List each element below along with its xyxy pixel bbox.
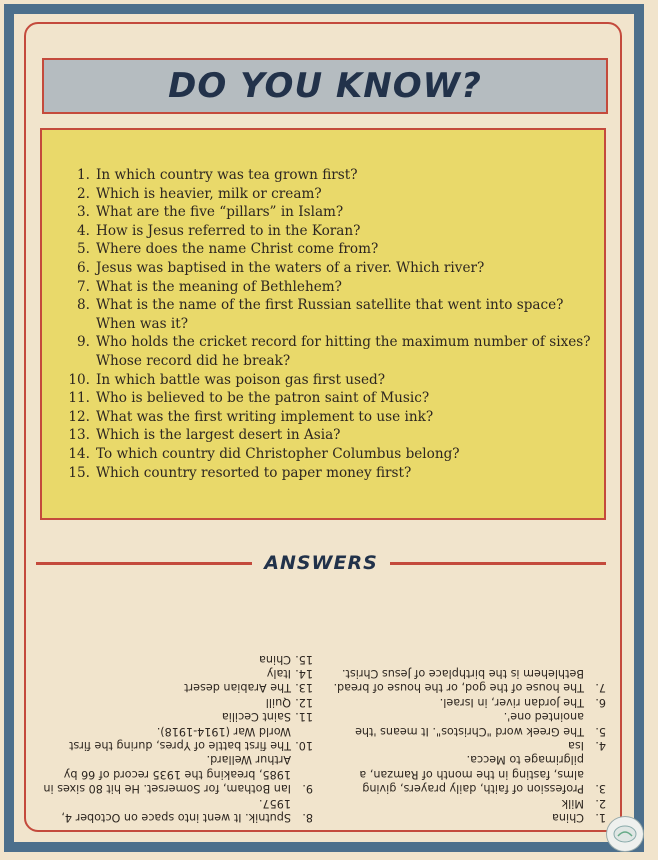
question-number: 14. bbox=[68, 445, 90, 462]
answer-number: 5. bbox=[595, 724, 606, 738]
answer-text: Isa bbox=[568, 738, 584, 752]
question-text: Which country resorted to paper money first? bbox=[96, 464, 412, 481]
question-item bbox=[64, 464, 594, 483]
questions-list bbox=[64, 166, 594, 482]
question-number: 7. bbox=[77, 278, 90, 295]
question-number: 8. bbox=[77, 297, 90, 314]
answer-item bbox=[40, 666, 313, 680]
answer-number: 3. bbox=[595, 782, 606, 796]
question-text: Jesus was baptised in the waters of a river. Which river? bbox=[96, 259, 485, 276]
question-text: In which country was tea grown first? bbox=[96, 167, 358, 183]
answer-number: 4. bbox=[595, 738, 606, 752]
question-text: Which is the largest desert in Asia? bbox=[96, 427, 341, 444]
question-text: How is Jesus referred to in the Koran? bbox=[96, 222, 361, 239]
answer-item bbox=[40, 723, 313, 752]
answer-number: 14. bbox=[295, 666, 313, 680]
answer-number: 7. bbox=[595, 681, 606, 695]
question-text: Who holds the cricket record for hitting the maximum number of sixes? Whose record did he break? bbox=[96, 334, 591, 369]
question-number: 9. bbox=[77, 334, 90, 351]
answer-text: The house of the god, or the house of bread. Bethlehem is the birthplace of Jesus Christ. bbox=[333, 666, 584, 695]
question-number: 12. bbox=[68, 408, 90, 425]
question-text: What is the meaning of Bethlehem? bbox=[96, 278, 342, 295]
question-item bbox=[64, 240, 594, 259]
answer-text: The first battle of Ypres, during the first World War (1914-1918). bbox=[69, 724, 291, 752]
question-text: What are the five “pillars” in Islam? bbox=[96, 204, 344, 221]
question-item bbox=[64, 426, 594, 445]
question-item bbox=[64, 296, 594, 333]
question-number: 3. bbox=[77, 204, 90, 221]
answer-number: 15. bbox=[295, 652, 313, 666]
answer-text: Milk bbox=[561, 796, 584, 810]
question-text: What was the first writing implement to use ink? bbox=[96, 408, 434, 425]
answer-item bbox=[40, 694, 313, 708]
answer-text: Quill bbox=[265, 695, 291, 709]
answer-number: 13. bbox=[295, 681, 313, 695]
question-item bbox=[64, 166, 594, 185]
answers-upside-down bbox=[40, 588, 606, 824]
answers-title: ANSWERS bbox=[264, 552, 378, 574]
answer-text: The Arabian desert bbox=[184, 681, 291, 695]
question-number: 10. bbox=[68, 371, 90, 388]
answer-number: 1. bbox=[595, 811, 606, 824]
question-item bbox=[64, 203, 594, 222]
answer-text: Sputnik. It went into space on October 4, 1957. bbox=[61, 796, 291, 824]
answer-item bbox=[40, 752, 313, 795]
question-text: What is the name of the first Russian satellite that went into space? When was it? bbox=[96, 297, 564, 332]
question-item bbox=[64, 185, 594, 204]
answer-text: The Greek word "Christos". It means 'the anointed one'. bbox=[355, 710, 584, 738]
answer-number: 11. bbox=[295, 710, 313, 724]
question-number: 15. bbox=[68, 464, 90, 481]
answer-text: Profession of faith, daily prayers, giving alms, fasting in the month of Ramzan, a pilgrimage to Mecca. bbox=[359, 753, 584, 796]
answer-text: China bbox=[552, 811, 584, 824]
answer-item bbox=[40, 709, 313, 723]
question-item bbox=[64, 222, 594, 241]
answer-item bbox=[333, 810, 606, 824]
answer-number: 10. bbox=[295, 738, 313, 752]
answer-text: Ian Botham, for Somerset. He hit 80 sixes in 1985, breaking the 1935 record of 66 by Arthur Wellard. bbox=[43, 753, 291, 796]
answer-item bbox=[40, 680, 313, 694]
divider-right bbox=[390, 562, 606, 565]
answer-number: 8. bbox=[302, 811, 313, 824]
answer-text: China bbox=[259, 652, 291, 666]
question-text: In which battle was poison gas first used? bbox=[96, 371, 386, 388]
answer-number: 12. bbox=[295, 695, 313, 709]
stamp-logo-icon bbox=[606, 816, 644, 852]
question-number: 5. bbox=[77, 241, 90, 258]
answer-number: 2. bbox=[595, 796, 606, 810]
question-number: 6. bbox=[77, 259, 90, 276]
answer-item bbox=[40, 651, 313, 665]
answer-item bbox=[333, 752, 606, 795]
answer-text: Saint Cecilia bbox=[221, 710, 291, 724]
page-title: DO YOU KNOW? bbox=[168, 66, 482, 106]
question-item bbox=[64, 259, 594, 278]
question-item bbox=[64, 389, 594, 408]
question-number: 13. bbox=[68, 427, 90, 444]
question-item bbox=[64, 371, 594, 390]
answer-item bbox=[333, 738, 606, 752]
question-number: 1. bbox=[77, 167, 90, 183]
answer-text: The Jordan river, in Israel. bbox=[439, 695, 584, 709]
question-number: 11. bbox=[68, 390, 90, 407]
answers-column-left bbox=[333, 588, 606, 824]
answer-number: 6. bbox=[595, 695, 606, 709]
answer-number: 9. bbox=[302, 782, 313, 796]
question-item bbox=[64, 445, 594, 464]
question-number: 2. bbox=[77, 185, 90, 202]
answer-item bbox=[333, 795, 606, 809]
answer-item bbox=[333, 666, 606, 695]
answers-header bbox=[36, 548, 606, 578]
answers-column-right bbox=[40, 588, 313, 824]
question-text: Which is heavier, milk or cream? bbox=[96, 185, 322, 202]
title-banner bbox=[42, 58, 608, 114]
answer-text: Italy bbox=[266, 666, 291, 680]
question-item bbox=[64, 278, 594, 297]
question-text: Who is believed to be the patron saint of Music? bbox=[96, 390, 430, 407]
answer-item bbox=[40, 795, 313, 824]
answer-item bbox=[333, 709, 606, 738]
question-text: Where does the name Christ come from? bbox=[96, 241, 379, 258]
question-item bbox=[64, 408, 594, 427]
question-number: 4. bbox=[77, 222, 90, 239]
divider-left bbox=[36, 562, 252, 565]
question-item bbox=[64, 333, 594, 370]
question-text: To which country did Christopher Columbus belong? bbox=[96, 445, 460, 462]
questions-panel bbox=[40, 128, 606, 520]
answer-item bbox=[333, 694, 606, 708]
